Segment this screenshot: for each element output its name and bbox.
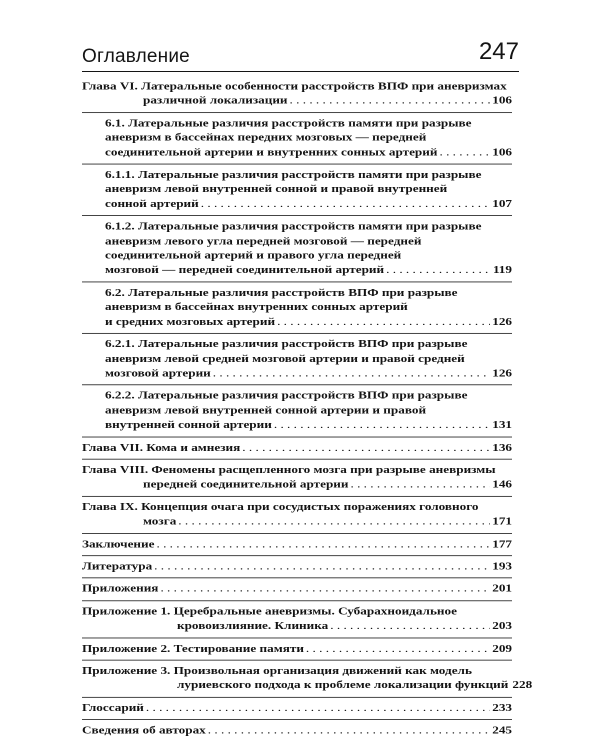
dot-leader — [306, 641, 490, 656]
toc-entry-title: Приложения — [82, 582, 159, 595]
table-of-contents — [82, 79, 533, 742]
toc-entry-s612 — [82, 215, 512, 277]
toc-entry-app3 — [82, 660, 533, 693]
toc-entry-title: сонной артерий — [105, 197, 199, 210]
toc-entry-line: аневризм левой внутренней сонной артерии и правой — [105, 403, 427, 416]
toc-entry-title: мозговой — передней соединительной артерий — [105, 263, 385, 276]
dot-leader — [156, 537, 490, 552]
toc-entry-line: 6.1.1. Латеральные различия расстройств памяти при разрыве — [105, 168, 482, 181]
toc-page-number: 119 — [492, 263, 512, 276]
toc-entry-last-line — [105, 145, 512, 160]
dot-leader — [208, 723, 490, 738]
dot-leader — [160, 582, 490, 597]
toc-entry-last-line — [82, 641, 512, 656]
toc-entry-lit — [82, 555, 512, 574]
toc-entry-last-line — [82, 619, 512, 634]
toc-entry-last-line — [82, 477, 512, 492]
toc-entry-last-line — [82, 701, 512, 716]
dot-leader — [439, 145, 490, 160]
dot-leader — [290, 94, 491, 109]
toc-entry-title: и средних мозговых артерий — [105, 315, 276, 328]
dot-leader — [277, 315, 490, 330]
toc-page-number: 131 — [492, 418, 512, 431]
toc-entry-title: Глоссарий — [82, 701, 144, 714]
toc-page-number: 245 — [492, 724, 512, 736]
toc-entry-title: Глава VII. Кома и амнезия — [82, 440, 241, 453]
toc-page-number: 177 — [492, 537, 512, 550]
dot-leader — [330, 619, 490, 634]
toc-entry-app2 — [82, 637, 512, 656]
toc-entry-line: Глава IX. Концепция очага при сосудистых поражениях головного — [82, 500, 479, 513]
toc-page-number: 106 — [492, 94, 512, 107]
toc-page-number: 136 — [492, 440, 512, 453]
toc-entry-ch8 — [82, 459, 512, 492]
toc-page-number: 193 — [492, 560, 512, 572]
toc-entry-line: аневризм в бассейнах внутренних сонных артерий — [105, 300, 408, 313]
toc-entry-s622 — [82, 385, 512, 433]
toc-page-number: 233 — [492, 701, 512, 714]
toc-entry-title: Литература — [82, 560, 153, 572]
toc-entry-line: аневризм левой внутренней сонной и правой внутренней — [105, 182, 448, 195]
page-number: 247 — [478, 38, 519, 65]
toc-entry-line: Приложение 1. Церебральные аневризмы. Субарахноидальное — [82, 604, 457, 617]
toc-entry-authors — [82, 719, 512, 738]
toc-entry-title: передней соединительной артерии — [143, 478, 349, 490]
toc-entry-s611 — [82, 164, 512, 212]
toc-page-number: 209 — [492, 642, 512, 654]
toc-entry-line: Глава VIII. Феномены расщепленного мозга при разрыве аневризмы — [82, 463, 496, 476]
toc-page-number: 203 — [492, 619, 512, 632]
toc-entry-last-line — [82, 582, 512, 597]
dot-leader — [178, 514, 490, 529]
toc-page-number: 228 — [512, 679, 533, 691]
toc-entry-last-line — [82, 537, 512, 552]
dot-leader — [201, 197, 490, 212]
toc-entry-title: Приложение 2. Тестирование памяти — [82, 642, 304, 654]
toc-entry-line: 6.1. Латеральные различия расстройств памяти при разрыве — [105, 116, 472, 129]
toc-entry-title: мозговой артерии — [105, 366, 211, 379]
toc-entry-last-line — [82, 559, 512, 574]
toc-entry-last-line — [82, 440, 512, 455]
toc-entry-concl — [82, 533, 512, 552]
toc-page-number: 126 — [492, 315, 512, 328]
page-header — [82, 38, 519, 68]
toc-entry-app1 — [82, 600, 512, 633]
toc-entry-title: различной локализации — [143, 94, 288, 107]
toc-entry-title: внутренней сонной артерии — [105, 418, 272, 431]
toc-entry-line: 6.2.2. Латеральные различия расстройств ВПФ при разрыве — [105, 389, 468, 402]
toc-entry-ch9 — [82, 496, 512, 529]
running-title: Оглавление — [82, 46, 190, 67]
toc-entry-last-line — [105, 366, 512, 381]
toc-entry-last-line — [105, 197, 512, 212]
toc-entry-title: Заключение — [82, 537, 155, 550]
toc-page-number: 146 — [492, 478, 512, 490]
toc-entry-last-line — [82, 723, 512, 738]
toc-entry-gloss — [82, 697, 512, 716]
toc-entry-s62 — [82, 281, 512, 329]
toc-entry-last-line — [82, 678, 533, 693]
toc-entry-line: аневризм левой средней мозговой артерии и правой средней — [105, 352, 465, 365]
toc-page-number: 106 — [492, 145, 512, 158]
toc-entry-line: Приложение 3. Произвольная организация движений как модель — [82, 664, 472, 677]
toc-entry-line: Глава VI. Латеральные особенности расстройств ВПФ при аневризмах — [82, 79, 507, 92]
toc-entry-title: Сведения об авторах — [82, 724, 206, 736]
toc-page-number: 107 — [492, 197, 512, 210]
dot-leader — [386, 263, 491, 278]
toc-entry-line: аневризм левого угла передней мозговой — передней — [105, 234, 422, 247]
toc-entry-line: аневризм в бассейнах передних мозговых — передней — [105, 131, 427, 144]
toc-page-number: 201 — [492, 582, 512, 595]
dot-leader — [146, 701, 490, 716]
toc-entry-line: 6.2.1. Латеральные различия расстройств ВПФ при разрыве — [105, 337, 468, 350]
header-rule — [82, 71, 519, 72]
toc-page-number: 171 — [492, 515, 512, 527]
toc-entry-last-line — [105, 263, 512, 278]
toc-page-number: 126 — [492, 366, 512, 379]
toc-entry-line: 6.1.2. Латеральные различия расстройств памяти при разрыве — [105, 220, 482, 232]
dot-leader — [154, 559, 490, 574]
toc-entry-s621 — [82, 333, 512, 381]
dot-leader — [242, 440, 490, 455]
toc-entry-app — [82, 578, 512, 597]
toc-entry-last-line — [105, 418, 512, 433]
dot-leader — [274, 418, 490, 433]
toc-entry-title: мозга — [143, 515, 177, 527]
toc-entry-last-line — [105, 315, 512, 330]
toc-entry-line: 6.2. Латеральные различия расстройств ВПФ при разрыве — [105, 286, 458, 299]
dot-leader — [213, 366, 490, 381]
toc-entry-ch6 — [82, 79, 512, 108]
toc-entry-ch7 — [82, 436, 512, 455]
toc-entry-last-line — [82, 514, 512, 529]
toc-entry-title: соединительной артерии и внутренних сонных артерий — [105, 145, 438, 158]
toc-entry-s61 — [82, 112, 512, 160]
toc-entry-last-line — [82, 94, 512, 109]
toc-entry-title: луриевского подхода к проблеме локализации функций — [177, 679, 509, 691]
toc-entry-line: соединительной артерий и правого угла передней — [105, 249, 402, 262]
toc-entry-title: кровоизлияние. Клиника — [177, 619, 329, 632]
dot-leader — [350, 477, 490, 492]
